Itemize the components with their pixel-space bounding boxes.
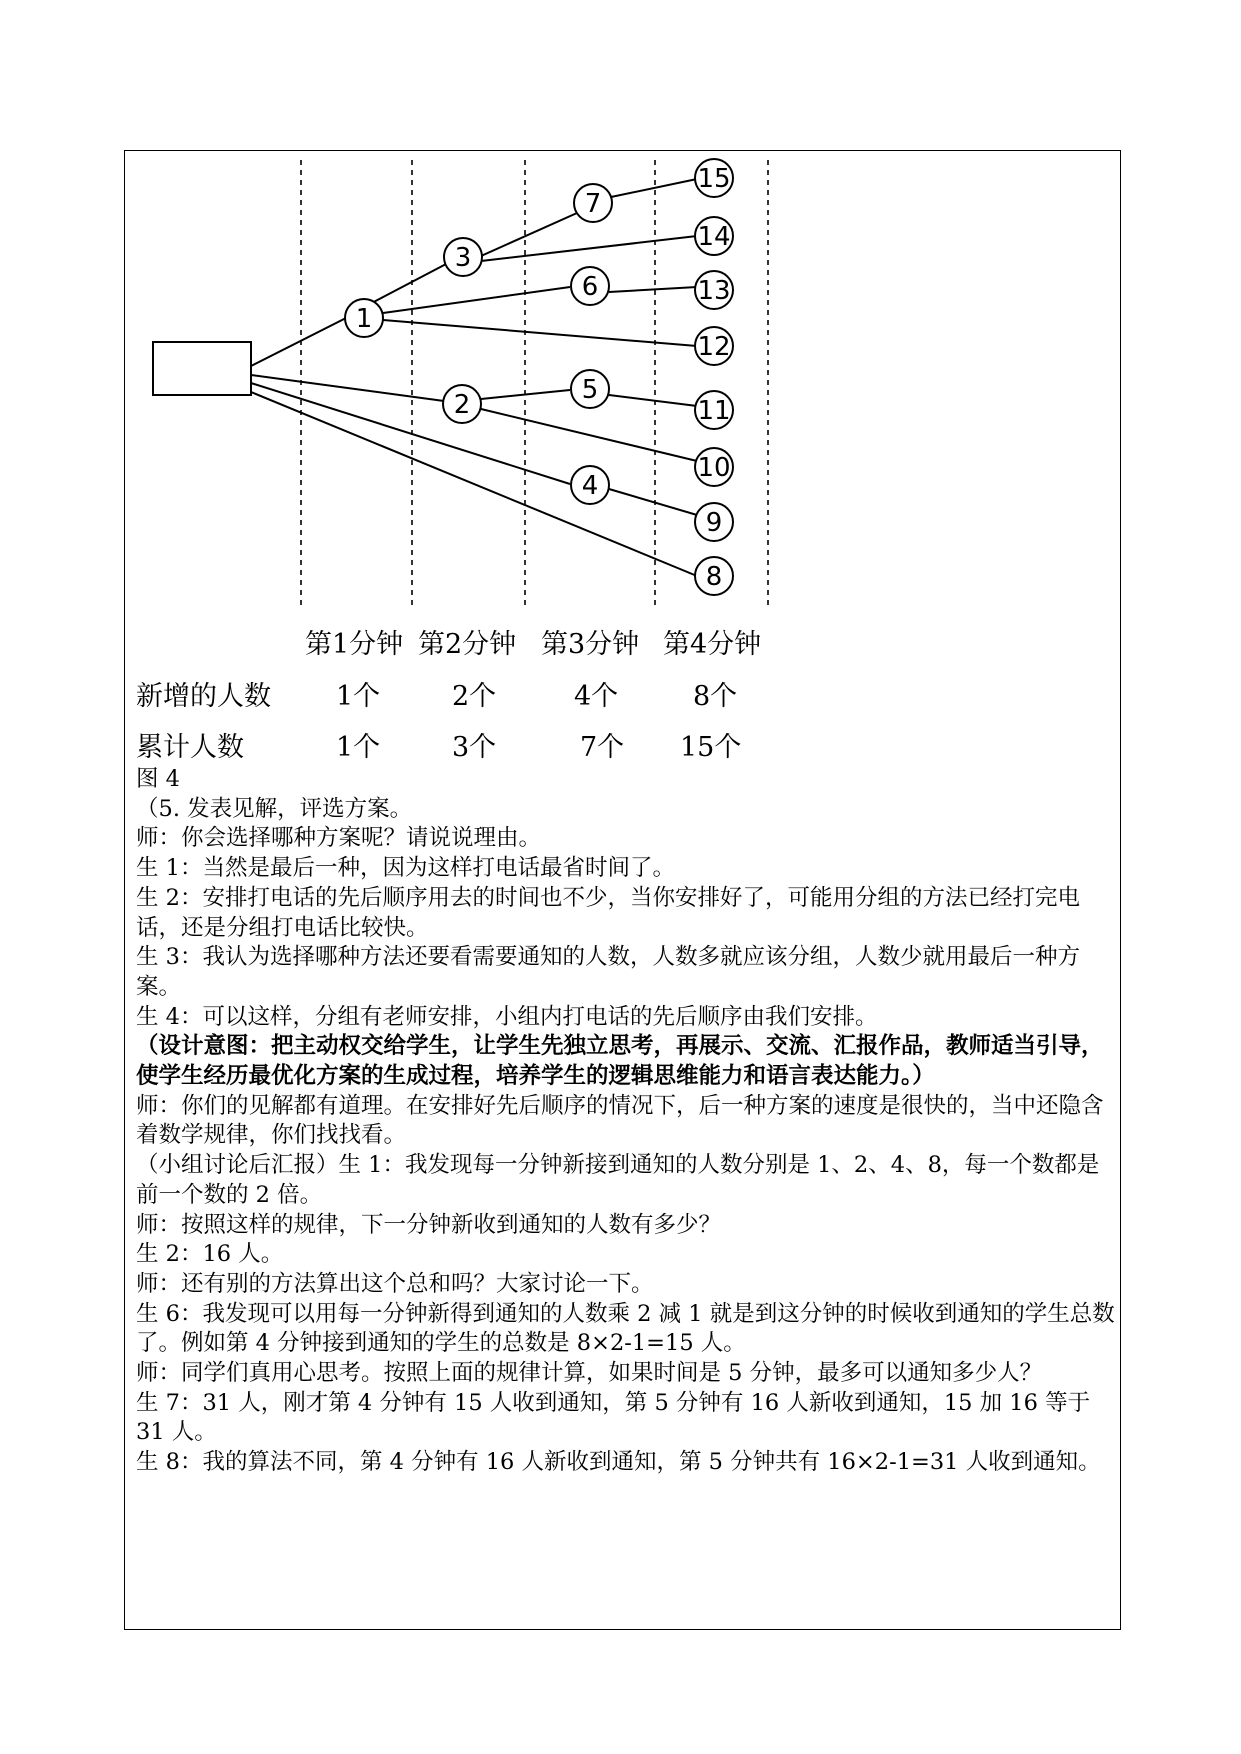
- minute-label-1: 第1分钟: [305, 629, 404, 660]
- tree-node-label: 10: [697, 453, 731, 483]
- paragraph: 生 2：16 人。: [136, 1241, 284, 1268]
- table-cell: 2个: [452, 681, 497, 712]
- paragraph: 生 3：我认为选择哪种方法还要看需要通知的人数，人数多就应该分组，人数少就用最后一种方案。: [136, 944, 1080, 1000]
- paragraph: 生 6：我发现可以用每一分钟新得到通知的人数乘 2 减 1 就是到这分钟的时候收到通知的学生总数了。例如第 4 分钟接到通知的学生的总数是 8×2-1=15 人。: [136, 1300, 1115, 1357]
- tree-node-label: 8: [705, 562, 723, 592]
- edge: [481, 213, 577, 256]
- lesson-text: [136, 765, 1116, 1478]
- paragraph: （小组讨论后汇报）生 1：我发现每一分钟新接到通知的人数分别是 1、2、4、8，每一个数都是前一个数的 2 倍。: [136, 1152, 1100, 1208]
- table-cell: 15个: [680, 732, 742, 763]
- paragraph: 生 1：当然是最后一种，因为这样打电话最省时间了。: [136, 855, 675, 882]
- tree-node-label: 5: [581, 375, 599, 405]
- edge: [481, 409, 697, 461]
- edge: [251, 383, 570, 484]
- edge: [383, 320, 697, 346]
- edge: [383, 287, 570, 313]
- tree-node-label: 13: [697, 276, 731, 306]
- figure-label: 图 4: [136, 766, 180, 792]
- table-cell: 7个: [580, 732, 625, 763]
- table-cell: 1个: [336, 681, 381, 712]
- tree-node-label: 4: [581, 471, 599, 501]
- edge: [611, 179, 697, 197]
- row-label-new: 新增的人数: [136, 681, 271, 712]
- tree-node-label: 7: [584, 189, 602, 219]
- edge: [364, 263, 448, 307]
- edge: [251, 375, 444, 401]
- tree-node-label: 12: [697, 332, 731, 362]
- edge: [251, 318, 346, 366]
- paragraph: 师：你们的见解都有道理。在安排好先后顺序的情况下，后一种方案的速度是很快的，当中还隐含着数学规律，你们找找看。: [136, 1092, 1104, 1149]
- edge: [609, 489, 697, 515]
- paragraph: 生 4：可以这样，分组有老师安排，小组内打电话的先后顺序由我们安排。: [136, 1003, 878, 1030]
- paragraph: 师：还有别的方法算出这个总和吗？大家讨论一下。: [136, 1270, 654, 1297]
- minute-label-4: 第4分钟: [663, 629, 762, 660]
- paragraph: 生 8：我的算法不同，第 4 分钟有 16 人新收到通知，第 5 分钟共有 16×2-1=31 人收到通知。: [136, 1449, 1101, 1476]
- edge: [481, 236, 697, 261]
- tree-node-label: 6: [581, 272, 599, 302]
- row-label-total: 累计人数: [136, 732, 244, 763]
- tree-node-label: 1: [355, 304, 373, 334]
- tree-node-label: 15: [697, 164, 731, 194]
- table-cell: 1个: [336, 732, 381, 763]
- table-cell: 4个: [574, 681, 619, 712]
- tree-node-label: 9: [705, 508, 723, 538]
- paragraph: （5. 发表见解，评选方案。: [136, 795, 413, 822]
- paragraph: （设计意图：把主动权交给学生，让学生先独立思考，再展示、交流、汇报作品，教师适当引导，使学生经历最优化方案的生成过程，培养学生的逻辑思维能力和语言表达能力。）: [136, 1033, 1104, 1090]
- root-box: [153, 342, 251, 395]
- paragraph: 师：同学们真用心思考。按照上面的规律计算，如果时间是 5 分钟，最多可以通知多少人？: [136, 1360, 1043, 1387]
- paragraph: 师：按照这样的规律，下一分钟新收到通知的人数有多少？: [136, 1211, 722, 1238]
- paragraph: 生 7：31 人，刚才第 4 分钟有 15 人收到通知，第 5 分钟有 16 人新收到通知，15 加 16 等于 31 人。: [136, 1389, 1091, 1446]
- minute-label-3: 第3分钟: [541, 629, 640, 660]
- edge: [609, 395, 697, 406]
- tree-node-label: 11: [697, 396, 731, 426]
- tree-node-label: 3: [454, 243, 472, 273]
- tree-node-label: 2: [453, 390, 471, 420]
- edge: [609, 287, 697, 292]
- paragraph-list: [136, 795, 1116, 1478]
- table-cell: 8个: [693, 681, 738, 712]
- paragraph: 师：你会选择哪种方案呢？请说说理由。: [136, 825, 542, 852]
- table-cell: 3个: [452, 732, 497, 763]
- minute-label-2: 第2分钟: [418, 629, 517, 660]
- paragraph: 生 2：安排打电话的先后顺序用去的时间也不少，当你安排好了，可能用分组的方法已经打完电话，还是分组打电话比较快。: [136, 884, 1080, 941]
- tree-node-label: 14: [697, 222, 731, 252]
